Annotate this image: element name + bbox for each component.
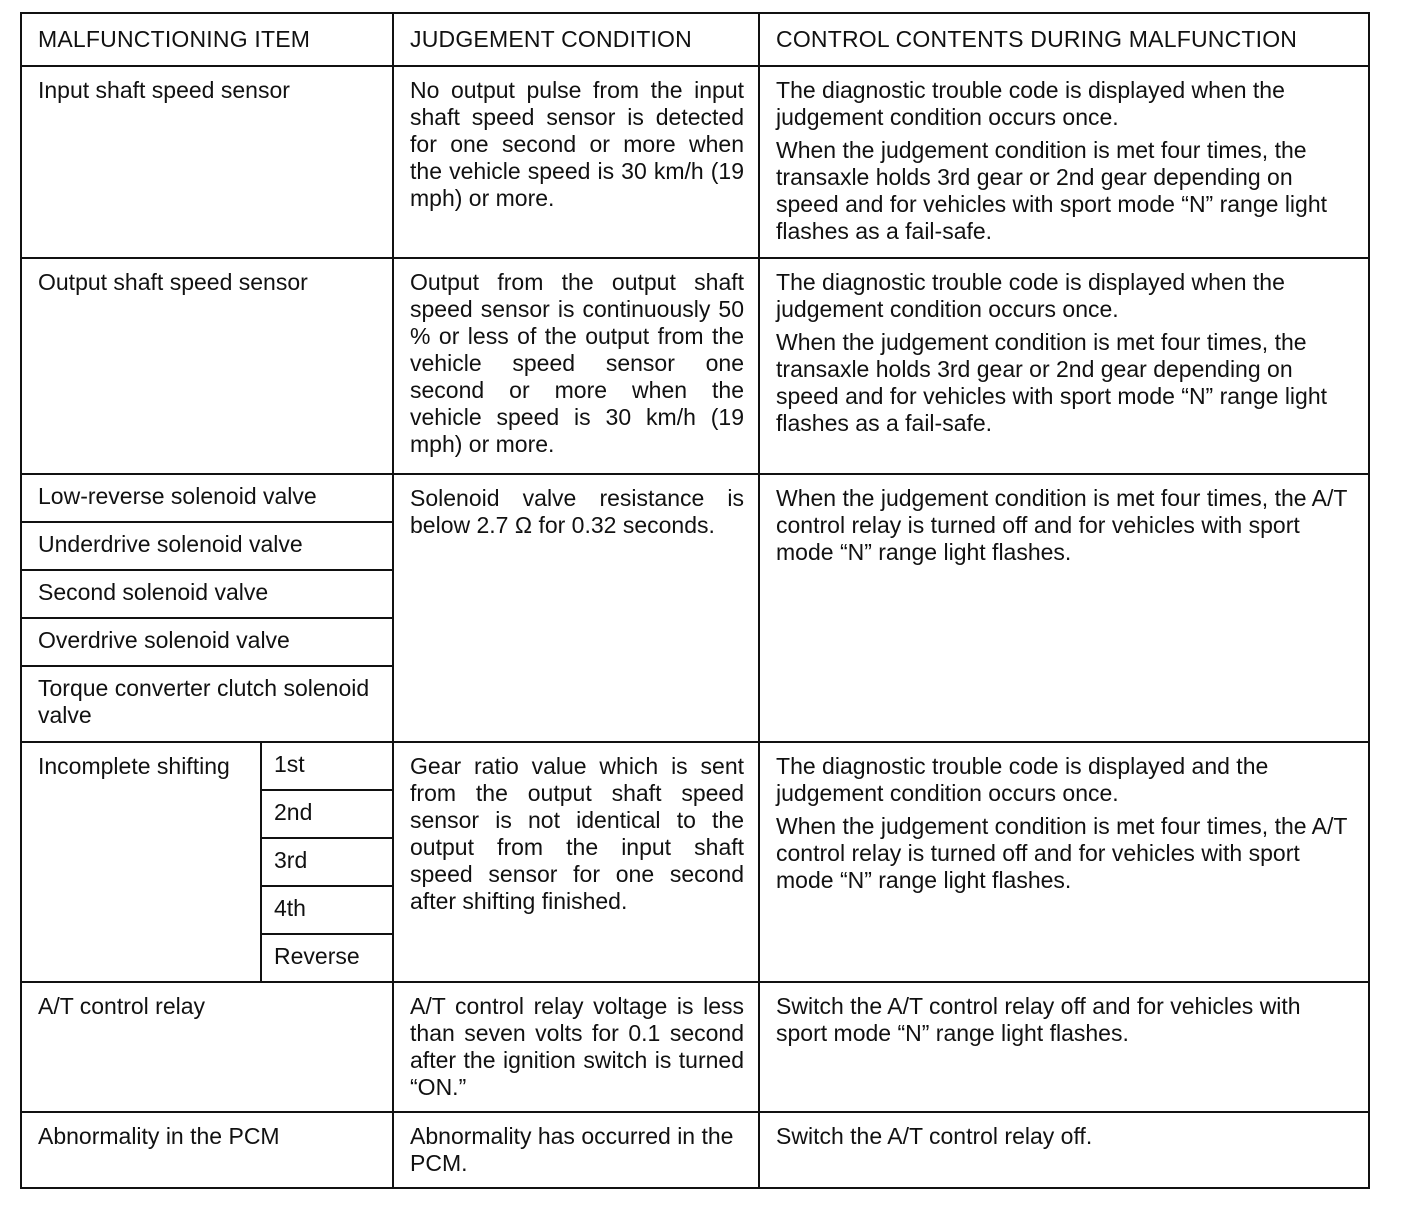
table-row: [21, 742, 1369, 790]
gear-4th: 4th: [261, 886, 393, 934]
table-row: [21, 66, 1369, 258]
malfunction-table-wrapper: [20, 12, 1368, 1189]
control-incomplete-shifting: [759, 742, 1369, 982]
table-row: [21, 1112, 1369, 1188]
control-incomplete-shifting-p2: When the judgement condition is met four times, the A/T control relay is turned off and for vehicles with sport mode “N” range light flashes.: [776, 813, 1348, 893]
malfunction-table: [20, 12, 1370, 1189]
gear-3rd: 3rd: [261, 838, 393, 886]
gear-2nd: 2nd: [261, 790, 393, 838]
control-incomplete-shifting-p1: The diagnostic trouble code is displayed and the judgement condition occurs once.: [776, 753, 1269, 806]
item-output-shaft-speed-sensor: Output shaft speed sensor: [21, 258, 393, 474]
control-input-shaft-p1: The diagnostic trouble code is displayed when the judgement condition occurs once.: [776, 77, 1285, 130]
control-solenoid-valves: When the judgement condition is met four times, the A/T control relay is turned off and for vehicles with sport mode “N” range light flashes.: [759, 474, 1369, 742]
table-row: [21, 982, 1369, 1112]
control-output-shaft: [759, 258, 1369, 474]
header-malfunctioning-item: MALFUNCTIONING ITEM: [21, 13, 393, 66]
item-abnormality-in-pcm: Abnormality in the PCM: [21, 1112, 393, 1188]
control-output-shaft-p2: When the judgement condition is met four times, the transaxle holds 3rd gear or 2nd gear depending on speed and for vehicles with sport mode “N” range light flashes as a fail-safe.: [776, 329, 1328, 436]
control-input-shaft-p2: When the judgement condition is met four times, the transaxle holds 3rd gear or 2nd gear depending on speed and for vehicles with sport mode “N” range light flashes as a fail-safe.: [776, 137, 1328, 244]
item-underdrive-solenoid-valve: Underdrive solenoid valve: [21, 522, 393, 570]
item-low-reverse-solenoid-valve: Low-reverse solenoid valve: [21, 474, 393, 522]
condition-abnormality-in-pcm: Abnormality has occurred in the PCM.: [393, 1112, 759, 1188]
item-at-control-relay: A/T control relay: [21, 982, 393, 1112]
condition-solenoid-valves: Solenoid valve resistance is below 2.7 Ω for 0.32 seconds.: [393, 474, 759, 742]
header-control-contents: CONTROL CONTENTS DURING MALFUNCTION: [759, 13, 1369, 66]
item-torque-converter-clutch-solenoid-valve: Torque converter clutch solenoid valve: [21, 666, 393, 742]
table-row: [21, 258, 1369, 474]
control-input-shaft: [759, 66, 1369, 258]
header-row: [21, 13, 1369, 66]
condition-incomplete-shifting: Gear ratio value which is sent from the output shaft speed sensor is not identical to the output from the input shaft speed sensor for one second after shifting finished.: [393, 742, 759, 982]
condition-output-shaft: Output from the output shaft speed sensor is continuously 50 % or less of the output from the vehicle speed sensor one second or more when the vehicle speed is 30 km/h (19 mph) or more.: [393, 258, 759, 474]
header-judgement-condition: JUDGEMENT CONDITION: [393, 13, 759, 66]
gear-1st: 1st: [261, 742, 393, 790]
item-incomplete-shifting: Incomplete shifting: [21, 742, 261, 982]
control-abnormality-in-pcm: Switch the A/T control relay off.: [759, 1112, 1369, 1188]
condition-at-control-relay: A/T control relay voltage is less than seven volts for 0.1 second after the ignition switch is turned “ON.”: [393, 982, 759, 1112]
control-at-control-relay: Switch the A/T control relay off and for vehicles with sport mode “N” range light flashes.: [759, 982, 1369, 1112]
control-output-shaft-p1: The diagnostic trouble code is displayed when the judgement condition occurs once.: [776, 269, 1285, 322]
item-input-shaft-speed-sensor: Input shaft speed sensor: [21, 66, 393, 258]
table-row: [21, 474, 1369, 522]
item-second-solenoid-valve: Second solenoid valve: [21, 570, 393, 618]
condition-input-shaft: No output pulse from the input shaft speed sensor is detected for one second or more when the vehicle speed is 30 km/h (19 mph) or more.: [393, 66, 759, 258]
gear-reverse: Reverse: [261, 934, 393, 982]
item-overdrive-solenoid-valve: Overdrive solenoid valve: [21, 618, 393, 666]
